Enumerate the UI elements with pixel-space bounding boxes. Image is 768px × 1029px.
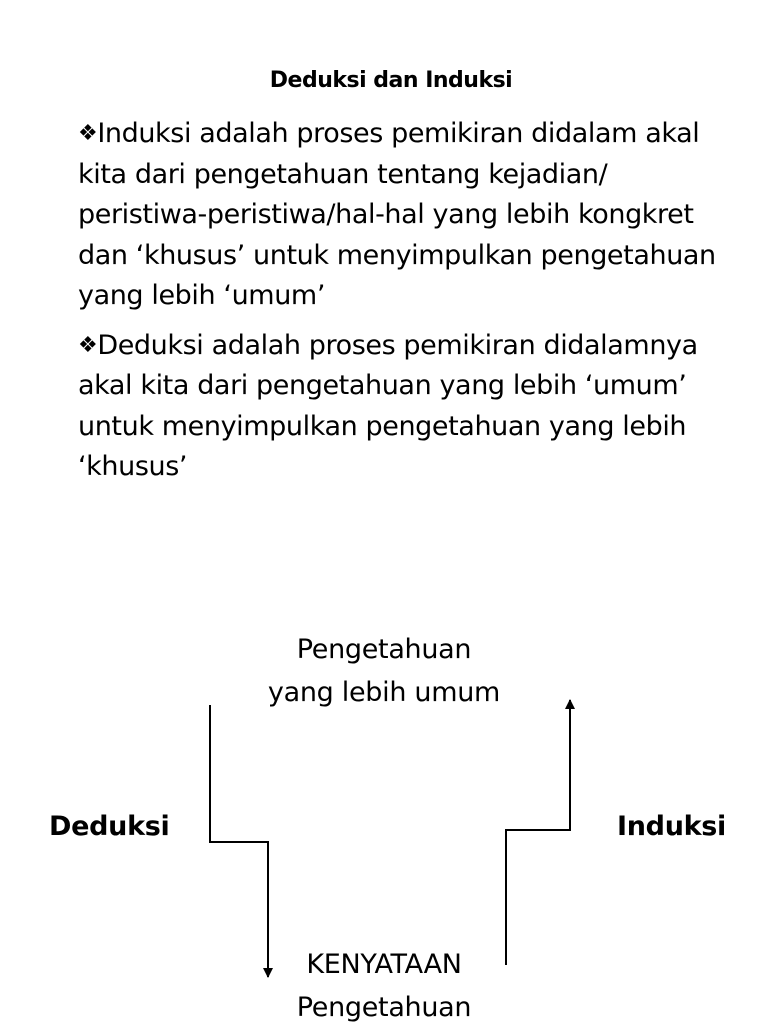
bottom-label-line1: KENYATAAN (306, 949, 462, 980)
bullet-text: Induksi adalah proses pemikiran didalam akal kita dari pengetahuan tentang kejadian/ peristiwa-peristiwa/hal-hal yang lebih kongkret dan ‘khusus’ untuk menyimpulkan pengetahuan yang lebih ‘umum’ (78, 118, 716, 311)
diamond-bullet-icon: ❖ (78, 332, 98, 358)
induksi-arrow (506, 700, 570, 965)
top-label-line2: yang lebih umum (267, 677, 501, 708)
page-title: Deduksi dan Induksi (269, 68, 513, 93)
deduksi-label: Deduksi (49, 811, 170, 842)
induksi-label: Induksi (617, 811, 726, 842)
bullet-text: Deduksi adalah proses pemikiran didalamnya akal kita dari pengetahuan yang lebih ‘umum’ untuk menyimpulkan pengetahuan yang lebih ‘khusus’ (78, 329, 698, 482)
top-label-line1: Pengetahuan (296, 634, 472, 665)
diamond-bullet-icon: ❖ (78, 121, 98, 146)
bottom-label-line2: Pengetahuan (296, 992, 472, 1023)
deduksi-arrow (210, 705, 268, 977)
